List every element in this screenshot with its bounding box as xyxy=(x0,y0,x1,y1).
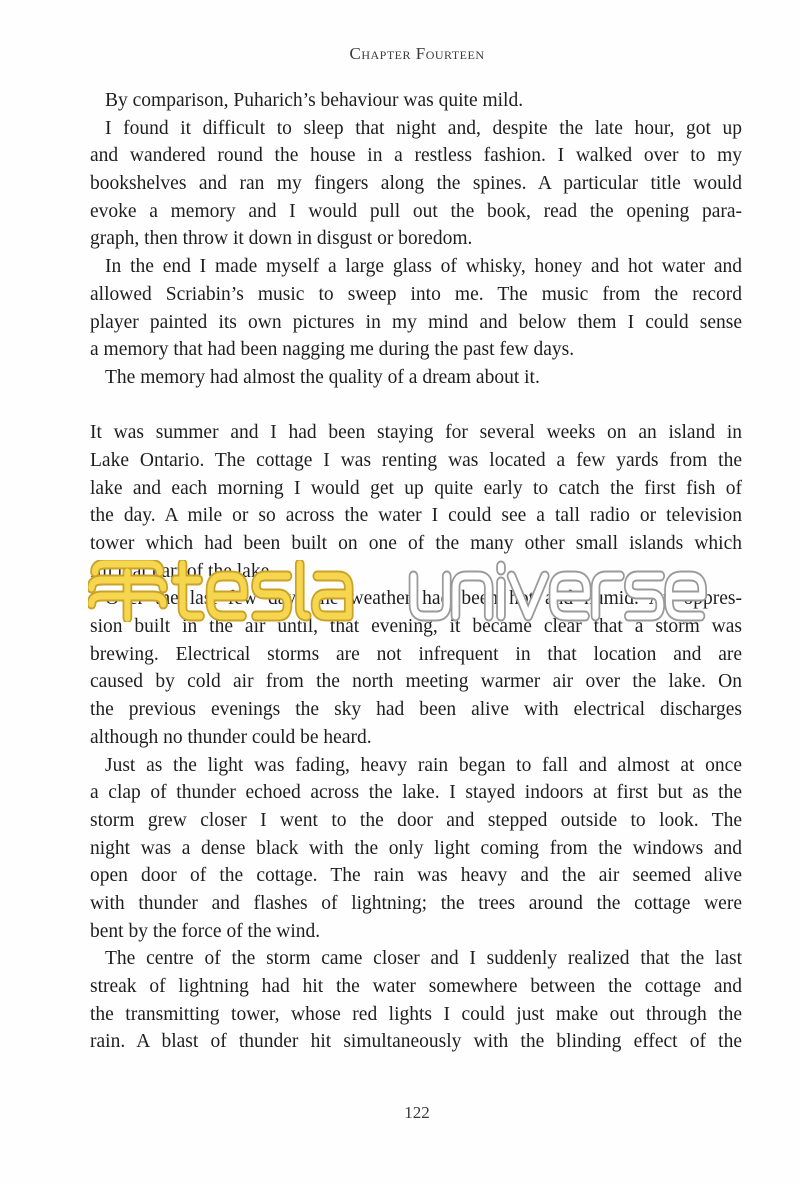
text-line: lake and each morning I would get up quite early to catch the first fish of xyxy=(90,477,742,499)
text-line: caused by cold air from the north meeting warmer air over the lake. On xyxy=(90,671,742,693)
paragraph xyxy=(90,253,742,364)
text-line: The centre of the storm came closer and I suddenly realized that the last xyxy=(105,948,742,970)
running-head: Chapter Fourteen xyxy=(349,44,485,63)
text-line: brewing. Electrical storms are not infrequent in that location and are xyxy=(90,643,742,665)
paragraph xyxy=(90,87,742,115)
text-line: streak of lightning had hit the water somewhere between the cottage and xyxy=(90,976,742,997)
text-line: The memory had almost the quality of a dream about it. xyxy=(105,366,540,388)
section-break xyxy=(90,392,742,420)
paragraph xyxy=(90,419,742,585)
text-line: I found it difficult to sleep that night and, despite the late hour, got up xyxy=(105,117,742,139)
text-line: player painted its own pictures in my mind and below them I could sense xyxy=(90,311,742,333)
text-line: open door of the cottage. The rain was heavy and the air seemed alive xyxy=(90,865,742,887)
text-line: allowed Scriabin’s music to sweep into me. The music from the record xyxy=(90,283,742,305)
text-line: with thunder and flashes of lightning; the trees around the cottage were xyxy=(90,892,742,914)
text-line: fill that part of the lake. xyxy=(90,560,275,582)
paragraph xyxy=(90,945,742,1056)
text-line: It was summer and I had been staying for several weeks on an island in xyxy=(90,422,742,444)
text-line: although no thunder could be heard. xyxy=(90,726,372,748)
text-line: storm grew closer I went to the door and stepped outside to look. The xyxy=(90,809,742,831)
text-line: Over the last few days the weather had been hot and humid. An oppres- xyxy=(105,588,742,610)
paragraph xyxy=(90,752,742,946)
paragraph xyxy=(90,585,742,751)
text-line: the previous evenings the sky had been alive with electrical discharges xyxy=(90,699,742,721)
page-number: 122 xyxy=(404,1103,430,1122)
text-line: evoke a memory and I would pull out the book, read the opening para- xyxy=(90,200,742,222)
text-line: In the end I made myself a large glass of whisky, honey and hot water and xyxy=(105,256,742,278)
text-line: a memory that had been nagging me during the past few days. xyxy=(90,339,575,361)
text-line: graph, then throw it down in disgust or boredom. xyxy=(90,228,473,250)
text-line: and wandered round the house in a restless fashion. I walked over to my xyxy=(90,145,742,167)
text-line: night was a dense black with the only light coming from the windows and xyxy=(90,837,742,859)
body-text xyxy=(90,87,742,1056)
paragraph xyxy=(90,115,742,253)
text-line: sion built in the air until, that evening, it became clear that a storm was xyxy=(90,616,742,638)
paragraph xyxy=(90,364,742,392)
text-line: a clap of thunder echoed across the lake. I stayed indoors at first but as the xyxy=(90,782,742,804)
text-line: tower which had been built on one of the many other small islands which xyxy=(90,533,742,554)
text-line: bent by the force of the wind. xyxy=(90,920,321,942)
text-line: the transmitting tower, whose red lights I could just make out through the xyxy=(90,1003,742,1025)
text-line: bookshelves and ran my fingers along the spines. A particular title would xyxy=(90,173,742,195)
text-line: Lake Ontario. The cottage I was renting was located a few yards from the xyxy=(90,449,742,471)
text-line: the day. A mile or so across the water I could see a tall radio or television xyxy=(90,505,742,527)
text-line: Just as the light was fading, heavy rain began to fall and almost at once xyxy=(105,754,742,776)
text-line: By comparison, Puharich’s behaviour was quite mild. xyxy=(105,90,524,111)
text-line: rain. A blast of thunder hit simultaneously with the blinding effect of the xyxy=(90,1031,742,1053)
